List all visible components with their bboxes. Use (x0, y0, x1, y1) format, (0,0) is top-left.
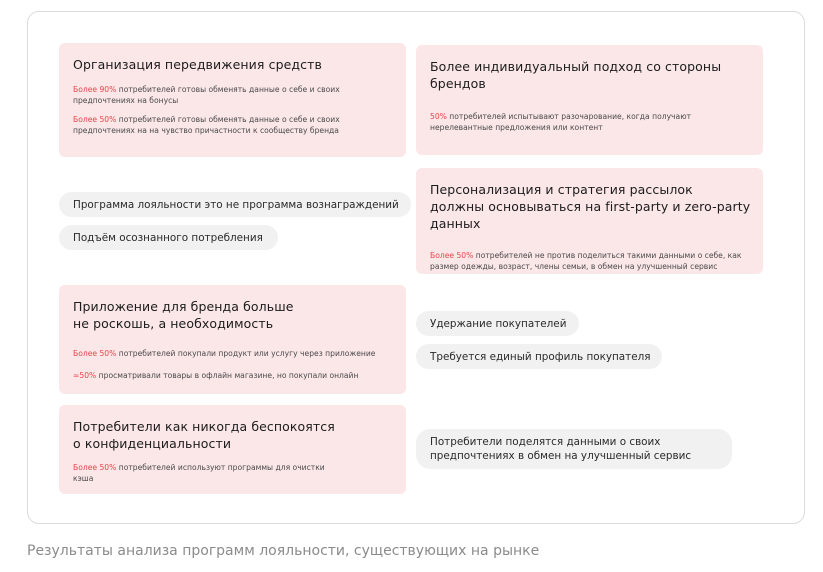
card-text (73, 371, 403, 382)
stat-accent: Более 50% (430, 251, 474, 260)
card-title: Приложение для бренда больше не роскошь, а необходимость (73, 299, 294, 331)
card-text (73, 463, 346, 484)
pill-conscious-consumption (59, 225, 278, 250)
stat-text: потребителей испытывают разочарование, когда получают нерелевантные предложения или контент (430, 112, 692, 132)
pill-share-data (416, 429, 732, 469)
card-title: Более индивидуальный подход со стороны брендов (430, 59, 722, 91)
card-org-movement (59, 43, 406, 157)
card-title: Организация передвижения средств (73, 57, 322, 72)
card-title: Потребители как никогда беспокоятся о конфиденциальности (73, 419, 335, 451)
pill-single-profile (416, 344, 662, 369)
stat-accent: 50% (430, 112, 447, 121)
stat-accent: Более 50% (73, 463, 117, 472)
card-text (430, 112, 723, 133)
pill-label: Программа лояльности это не программа вознаграждений (73, 198, 399, 211)
pill-retention (416, 311, 579, 336)
stat-text: просматривали товары в офлайн магазине, но покупали онлайн (96, 371, 359, 380)
stat-text: потребителей покупали продукт или услугу через приложение (116, 349, 376, 358)
pill-label: Требуется единый профиль покупателя (430, 350, 651, 363)
stat-accent: Более 50% (73, 349, 117, 358)
pill-label: Подъём осознанного потребления (73, 231, 263, 244)
card-text (73, 85, 394, 106)
stat-text: потребителей готовы обменять данные о себе и своих предпочтениях на бонусы (73, 85, 340, 105)
card-privacy (59, 405, 406, 494)
stat-text: потребителей готовы обменять данные о себе и своих предпочтениях на на чувство причастности к сообществу бренда (73, 115, 340, 135)
pill-label: Потребители поделятся данными о своих предпочтениях в обмен на улучшенный сервис (430, 436, 692, 462)
stat-text: потребителей не против поделиться такими данными о себе, как размер одежды, возраст, члены семьи, в обмен на улучшенный сервис (430, 251, 742, 271)
figure-caption: Результаты анализа программ лояльности, существующих на рынке (27, 543, 540, 559)
card-individual-approach (416, 45, 763, 155)
pill-loyalty-not-rewards (59, 192, 411, 217)
stat-accent: Более 50% (73, 115, 117, 124)
card-personalization (416, 168, 763, 274)
pill-label: Удержание покупателей (430, 317, 567, 330)
stat-accent: ≈50% (73, 371, 97, 380)
stat-accent: Более 90% (73, 85, 117, 94)
stat-text: потребителей используют программы для очистки кэша (73, 463, 325, 483)
card-text (73, 349, 403, 360)
card-text (430, 251, 751, 272)
card-text (73, 115, 394, 136)
card-title: Персонализация и стратегия рассылок должны основываться на first-party и zero-party данных (430, 182, 751, 231)
